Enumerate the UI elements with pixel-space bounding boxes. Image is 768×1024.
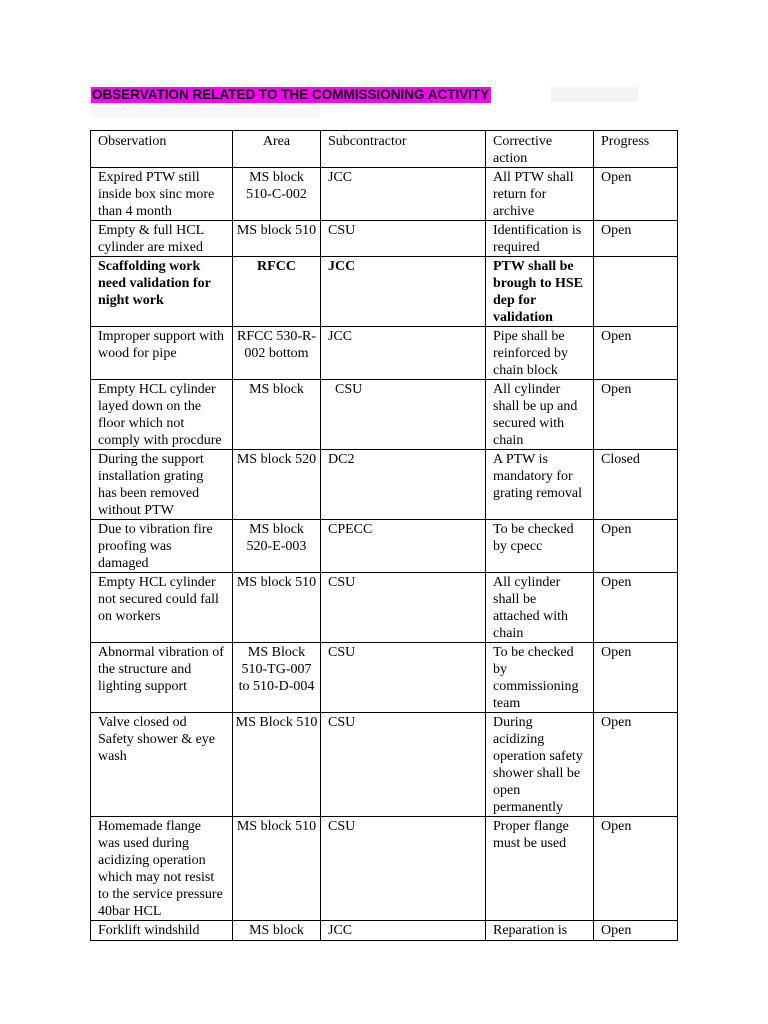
cell-area: MS Block 510-TG-007 to 510-D-004 [233,643,321,713]
cell-observation: Homemade flange was used during acidizing operation which may not resist to the service pressure 40bar HCL [91,817,233,921]
cell-progress [594,257,678,327]
cell-observation: Abnormal vibration of the structure and lighting support [91,643,233,713]
cell-area: MS block 510 [233,573,321,643]
cell-observation: Empty HCL cylinder not secured could fall on workers [91,573,233,643]
cell-observation: Improper support with wood for pipe [91,327,233,380]
table-row [91,257,678,327]
cell-observation: Forklift windshild [91,921,233,941]
header-subcontractor: Subcontractor [321,131,486,168]
cell-progress: Closed [594,450,678,520]
cell-subcontractor: JCC [321,257,486,327]
cell-area: RFCC 530-R-002 bottom [233,327,321,380]
cell-subcontractor: CSU [321,221,486,257]
cell-progress: Open [594,643,678,713]
header-progress: Progress [594,131,678,168]
table-row [91,450,678,520]
observation-table [90,130,678,941]
cell-subcontractor: CSU [321,817,486,921]
cell-progress: Open [594,168,678,221]
table-row [91,573,678,643]
table-row [91,221,678,257]
cell-corrective-action: Proper flange must be used [486,817,594,921]
cell-area: MS Block 510 [233,713,321,817]
table-row [91,327,678,380]
cell-subcontractor: CSU [321,573,486,643]
cell-observation: Expired PTW still inside box sinc more than 4 month [91,168,233,221]
table-row [91,520,678,573]
cell-corrective-action: Identification is required [486,221,594,257]
cell-area: MS block 520 [233,450,321,520]
cell-subcontractor: DC2 [321,450,486,520]
cell-progress: Open [594,327,678,380]
cell-area: MS block 510 [233,221,321,257]
cell-progress: Open [594,921,678,941]
table-row [91,643,678,713]
header-observation: Observation [91,131,233,168]
table-row [91,817,678,921]
cell-subcontractor: JCC [321,168,486,221]
cell-corrective-action: To be checked by commissioning team [486,643,594,713]
cell-observation: During the support installation grating has been removed without PTW [91,450,233,520]
cell-progress: Open [594,520,678,573]
cell-subcontractor: CSU [321,713,486,817]
cell-area: MS block 510 [233,817,321,921]
cell-subcontractor: CSU [321,380,486,450]
cell-area: MS block [233,921,321,941]
cell-progress: Open [594,713,678,817]
cell-corrective-action: PTW shall be brough to HSE dep for validation [486,257,594,327]
cell-subcontractor: JCC [321,921,486,941]
cell-observation: Scaffolding work need validation for night work [91,257,233,327]
cell-corrective-action: All cylinder shall be attached with chain [486,573,594,643]
cell-area: MS block 510-C-002 [233,168,321,221]
cell-corrective-action: A PTW is mandatory for grating removal [486,450,594,520]
cell-subcontractor: CSU [321,643,486,713]
cell-progress: Open [594,380,678,450]
cell-observation: Empty HCL cylinder layed down on the floor which not comply with procdure [91,380,233,450]
table-row [91,168,678,221]
cell-corrective-action: Pipe shall be reinforced by chain block [486,327,594,380]
cell-progress: Open [594,573,678,643]
table-row [91,713,678,817]
cell-progress: Open [594,817,678,921]
cell-observation: Empty & full HCL cylinder are mixed [91,221,233,257]
cell-corrective-action: During acidizing operation safety shower shall be open permanently [486,713,594,817]
cell-observation: Due to vibration fire proofing was damaged [91,520,233,573]
heading-block [91,86,491,104]
table-row [91,380,678,450]
cell-area: MS block 520-E-003 [233,520,321,573]
heading-highlight-extension [551,87,638,102]
cell-corrective-action: All PTW shall return for archive [486,168,594,221]
cell-progress: Open [594,221,678,257]
cell-observation: Valve closed od Safety shower & eye wash [91,713,233,817]
table-header-row [91,131,678,168]
document-heading: OBSERVATION RELATED TO THE COMMISSIONING ACTIVITY [92,87,490,102]
header-corrective-action: Corrective action [486,131,594,168]
cell-corrective-action: All cylinder shall be up and secured with chain [486,380,594,450]
cell-subcontractor: JCC [321,327,486,380]
heading-second-line-highlight [91,103,320,118]
cell-corrective-action: Reparation is [486,921,594,941]
cell-area: RFCC [233,257,321,327]
cell-corrective-action: To be checked by cpecc [486,520,594,573]
header-area: Area [233,131,321,168]
table-row [91,921,678,941]
cell-area: MS block [233,380,321,450]
cell-subcontractor: CPECC [321,520,486,573]
